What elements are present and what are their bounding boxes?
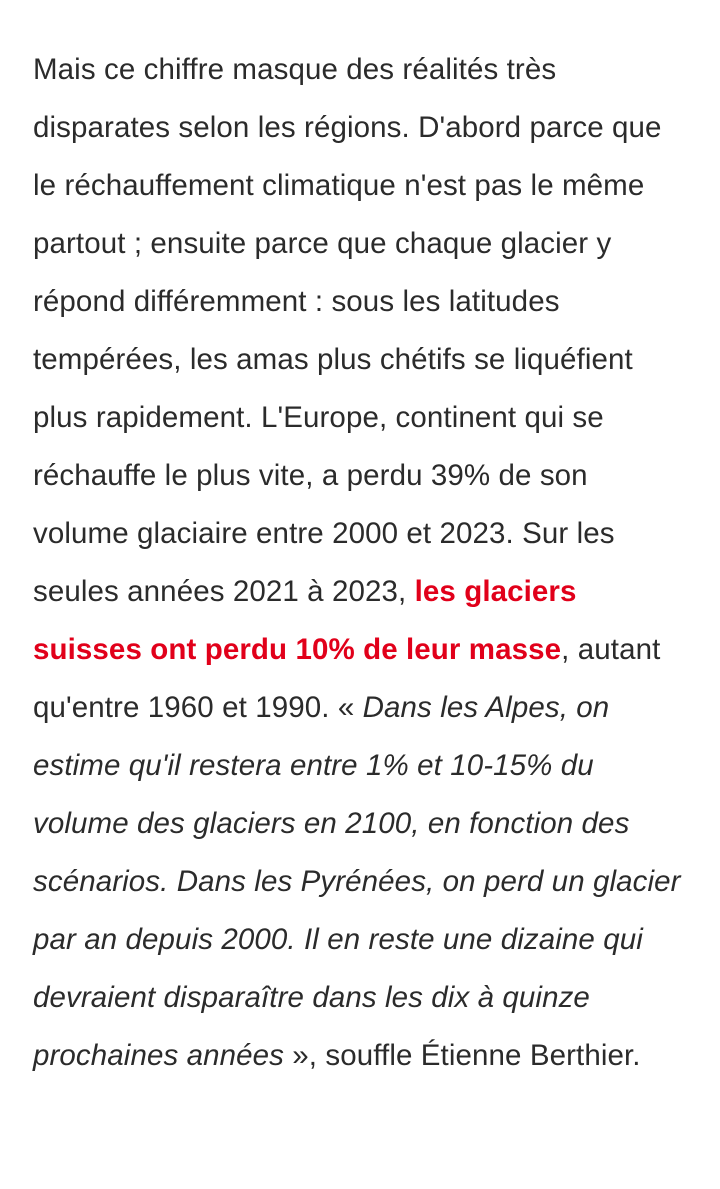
- article-paragraph: [33, 41, 688, 1085]
- paragraph-text-intro: Mais ce chiffre masque des réalités très disparates selon les régions. D'abord parce que le réchauffement climatique n'est pas le même partout ; ensuite parce que chaque glacier y répond différemment : sous les latitudes tempérées, les amas plus chétifs se liquéfient plus rapidement. L'Europe, continent qui se réchauffe le plus vite, a perdu 39% de son volume glaciaire entre 2000 et 2023. Sur les seules années 2021 à 2023,: [33, 53, 662, 608]
- paragraph-text-middle: , autant qu'entre 1960 et 1990. «: [33, 633, 661, 724]
- paragraph-text-attribution: », souffle Étienne Berthier.: [284, 1039, 641, 1072]
- swiss-glaciers-link[interactable]: les glaciers suisses ont perdu 10% de leur masse: [33, 575, 577, 666]
- expert-quote: Dans les Alpes, on estime qu'il restera entre 1% et 10-15% du volume des glaciers en 2100, en fonction des scénarios. Dans les Pyrénées, on perd un glacier par an depuis 2000. Il en reste une dizaine qui devraient disparaître dans les dix à quinze prochaines années: [33, 691, 681, 1072]
